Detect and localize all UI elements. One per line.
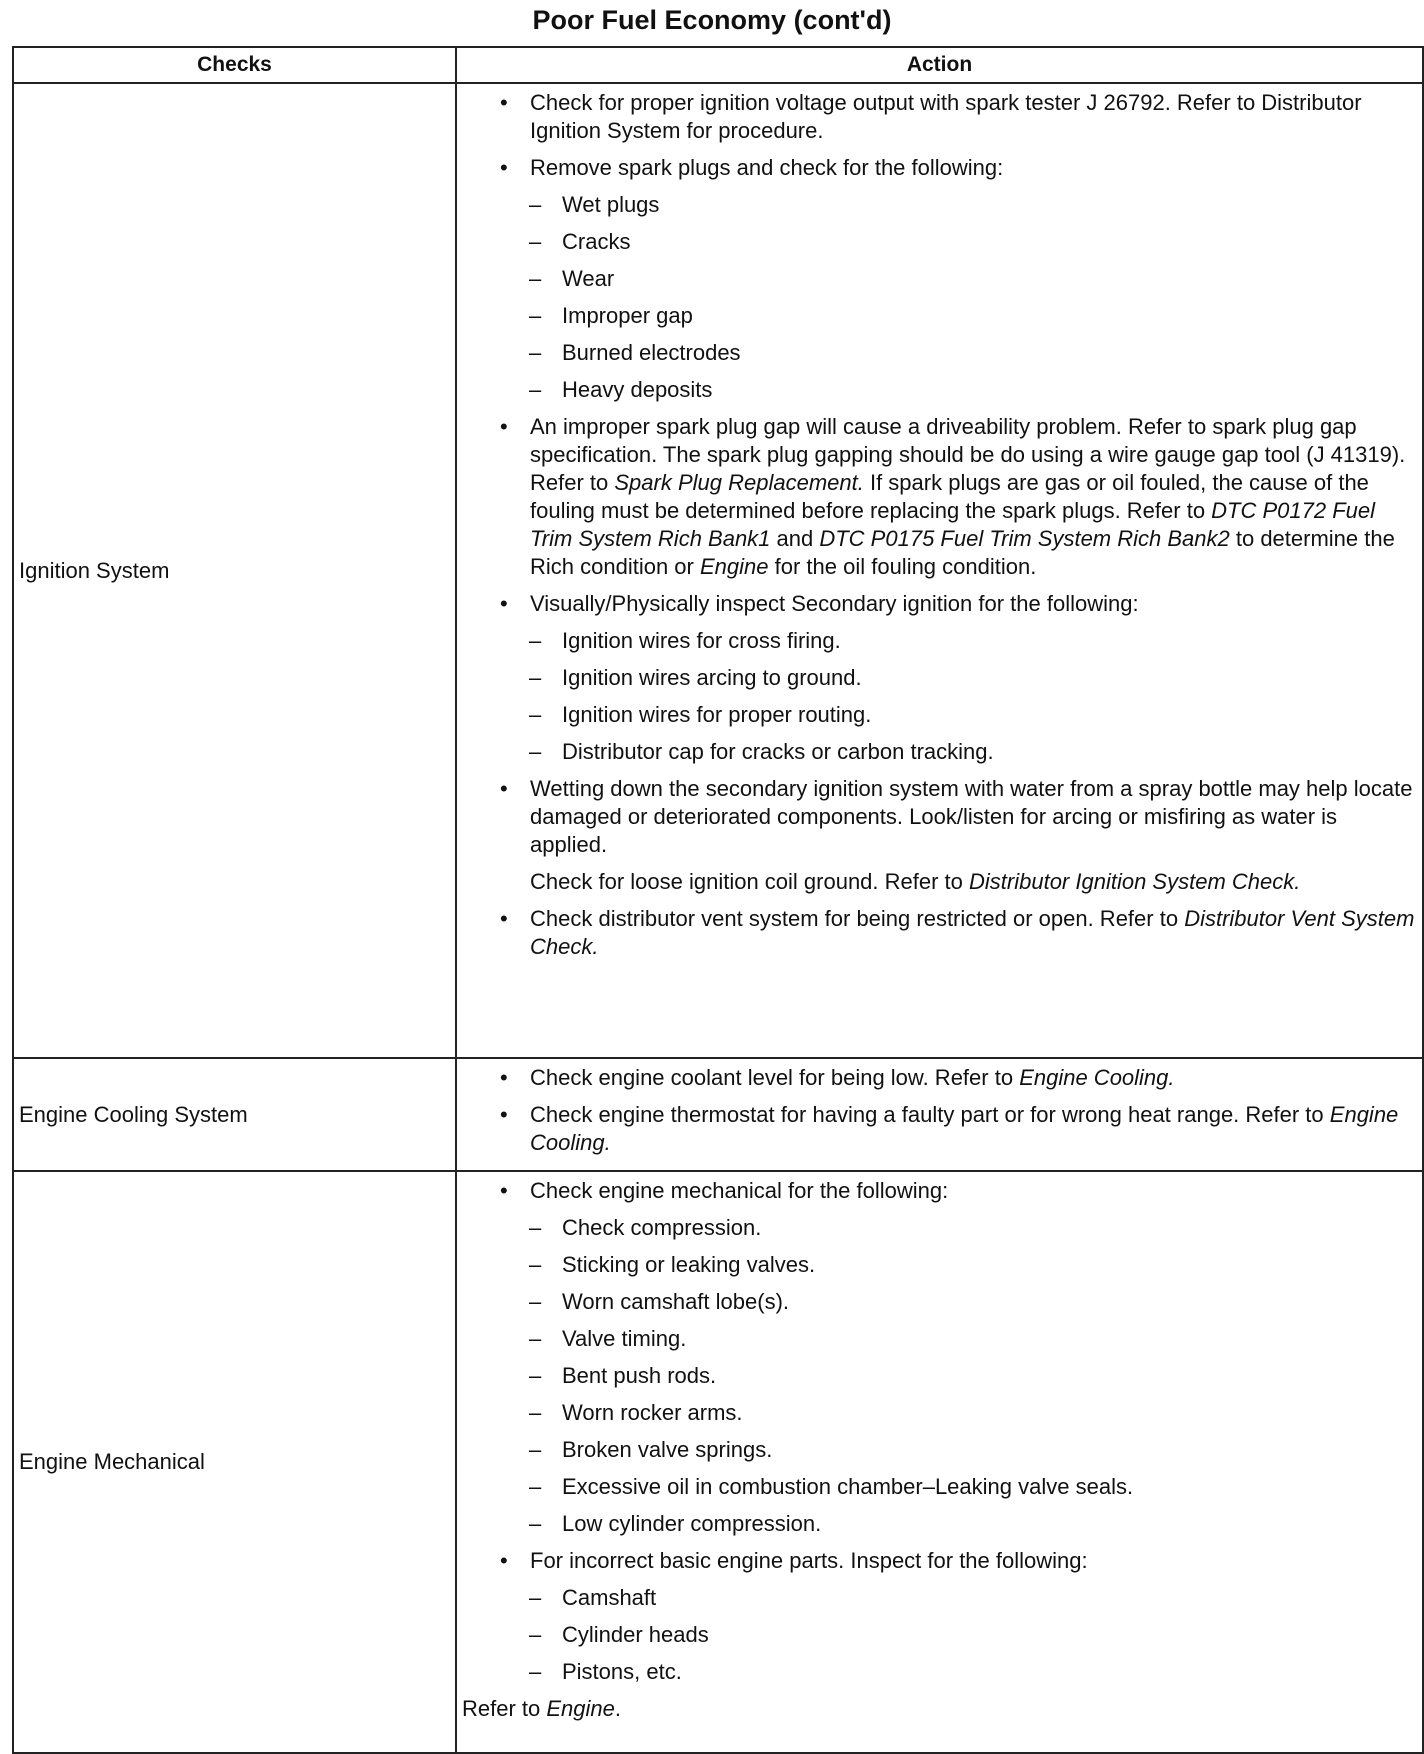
item-text: Wear	[562, 266, 615, 291]
page-title: Poor Fuel Economy (cont'd)	[532, 5, 892, 35]
refer-note	[457, 1695, 1418, 1723]
dash-item	[457, 1325, 1418, 1353]
item-text: Ignition wires arcing to ground.	[562, 665, 862, 690]
reference-link: DTC P0172 Fuel Trim System Rich Bank1	[530, 498, 1376, 551]
item-text: Pistons, etc.	[562, 1659, 682, 1684]
dash-marker: –	[529, 303, 542, 328]
item-text: Check for loose ignition coil ground. Refer to	[530, 869, 970, 894]
action-header: Action	[456, 47, 1423, 83]
dash-marker: –	[529, 1215, 542, 1240]
dash-marker: –	[529, 628, 542, 653]
dash-item	[457, 1658, 1418, 1686]
item-text: for the oil fouling condition.	[768, 554, 1037, 579]
dash-item	[457, 1473, 1418, 1501]
dash-item	[457, 1436, 1418, 1464]
dash-item	[457, 701, 1418, 729]
item-text: Check for proper ignition voltage output with spark tester J 26792. Refer to Distributor Ignition System for procedure.	[530, 90, 1362, 143]
item-text: Worn camshaft lobe(s).	[562, 1289, 790, 1314]
plain-item	[457, 868, 1418, 896]
dash-marker: –	[529, 229, 542, 254]
action-cell	[456, 1171, 1423, 1753]
item-text: Remove spark plugs and check for the following:	[530, 155, 1004, 180]
bullet-marker: •	[500, 1548, 508, 1573]
item-text: Broken valve springs.	[562, 1437, 773, 1462]
bullet-marker: •	[500, 591, 508, 616]
bullet-marker: •	[500, 155, 508, 180]
dash-marker: –	[529, 1474, 542, 1499]
bullet-item	[457, 154, 1418, 182]
dash-item	[457, 265, 1418, 293]
reference-link: Engine Cooling.	[530, 1102, 1399, 1155]
bullet-item	[457, 1547, 1418, 1575]
item-text: Wetting down the secondary ignition system with water from a spray bottle may help locate damaged or deteriorated components. Look/listen for arcing or misfiring as water is applied.	[530, 776, 1413, 857]
dash-item	[457, 664, 1418, 692]
dash-marker: –	[529, 1400, 542, 1425]
dash-item	[457, 1288, 1418, 1316]
dash-item	[457, 1399, 1418, 1427]
item-text: Visually/Physically inspect Secondary ignition for the following:	[530, 591, 1139, 616]
bullet-marker: •	[500, 90, 508, 115]
reference-link: Distributor Ignition System Check.	[969, 869, 1301, 894]
bullet-marker: •	[500, 1065, 508, 1090]
dash-item	[457, 1510, 1418, 1538]
dash-marker: –	[529, 1437, 542, 1462]
item-text: Excessive oil in combustion chamber–Leaking valve seals.	[562, 1474, 1134, 1499]
dash-marker: –	[529, 1511, 542, 1536]
item-text: to determine the Rich condition or	[530, 526, 1395, 579]
bullet-item	[457, 590, 1418, 618]
item-text: For incorrect basic engine parts. Inspect for the following:	[530, 1548, 1088, 1573]
table-row	[13, 1171, 1423, 1753]
reference-link: DTC P0175 Fuel Trim System Rich Bank2	[819, 526, 1230, 551]
checks-header: Checks	[13, 47, 456, 83]
dash-item	[457, 376, 1418, 404]
item-text: An improper spark plug gap will cause a driveability problem. Refer to spark plug gap specification. The spark plug gapping should be do using a wire gauge gap tool (J 41319). Refer to	[530, 414, 1406, 495]
dash-marker: –	[529, 1363, 542, 1388]
dash-marker: –	[529, 1585, 542, 1610]
item-text: Heavy deposits	[562, 377, 713, 402]
bullet-item	[457, 1101, 1418, 1157]
dash-item	[457, 339, 1418, 367]
item-text: Wet plugs	[562, 192, 660, 217]
bullet-item	[457, 89, 1418, 145]
reference-link: Distributor Vent System Check.	[530, 906, 1415, 959]
header-row	[13, 47, 1423, 83]
dash-marker: –	[529, 377, 542, 402]
item-text: Check engine coolant level for being low. Refer to	[530, 1065, 1020, 1090]
reference-link: Engine Cooling.	[1019, 1065, 1175, 1090]
bullet-marker: •	[500, 776, 508, 801]
dash-item	[457, 228, 1418, 256]
dash-item	[457, 191, 1418, 219]
dash-marker: –	[529, 1289, 542, 1314]
item-text: Burned electrodes	[562, 340, 741, 365]
item-text: Camshaft	[562, 1585, 657, 1610]
dash-marker: –	[529, 192, 542, 217]
bullet-item	[457, 1064, 1418, 1092]
bullet-marker: •	[500, 1102, 508, 1127]
check-cell: Engine Mechanical	[13, 1171, 456, 1753]
bullet-item	[457, 775, 1418, 859]
item-text: Worn rocker arms.	[562, 1400, 743, 1425]
dash-item	[457, 738, 1418, 766]
dash-item	[457, 1214, 1418, 1242]
item-text: Cylinder heads	[562, 1622, 709, 1647]
dash-marker: –	[529, 1659, 542, 1684]
dash-item	[457, 1584, 1418, 1612]
item-text: Distributor cap for cracks or carbon tracking.	[562, 739, 994, 764]
reference-link: Engine	[546, 1696, 615, 1721]
dash-marker: –	[529, 739, 542, 764]
action-cell	[456, 83, 1423, 1058]
item-text: Low cylinder compression.	[562, 1511, 822, 1536]
item-text: and	[770, 526, 820, 551]
check-cell: Engine Cooling System	[13, 1058, 456, 1171]
fuel-economy-table	[12, 46, 1424, 1754]
bullet-item	[457, 905, 1418, 961]
item-text: Sticking or leaking valves.	[562, 1252, 816, 1277]
item-text: Check engine thermostat for having a faulty part or for wrong heat range. Refer to	[530, 1102, 1330, 1127]
item-text: Check compression.	[562, 1215, 762, 1240]
dash-item	[457, 302, 1418, 330]
item-text: Bent push rods.	[562, 1363, 717, 1388]
dash-item	[457, 1251, 1418, 1279]
item-text: Valve timing.	[562, 1326, 687, 1351]
bullet-marker: •	[500, 1178, 508, 1203]
dash-item	[457, 1621, 1418, 1649]
item-text: Check distributor vent system for being restricted or open. Refer to	[530, 906, 1185, 931]
dash-marker: –	[529, 1326, 542, 1351]
dash-item	[457, 1362, 1418, 1390]
reference-link: Spark Plug Replacement.	[614, 470, 864, 495]
item-text: Check engine mechanical for the following:	[530, 1178, 949, 1203]
item-text: Cracks	[562, 229, 631, 254]
item-text: Refer to	[462, 1696, 547, 1721]
dash-marker: –	[529, 665, 542, 690]
dash-marker: –	[529, 702, 542, 727]
dash-item	[457, 627, 1418, 655]
table-row	[13, 1058, 1423, 1171]
item-text: Improper gap	[562, 303, 693, 328]
action-cell	[456, 1058, 1423, 1171]
dash-marker: –	[529, 266, 542, 291]
item-text: Ignition wires for proper routing.	[562, 702, 872, 727]
dash-marker: –	[529, 340, 542, 365]
item-text: .	[614, 1696, 622, 1721]
table-row	[13, 83, 1423, 1058]
item-text: If spark plugs are gas or oil fouled, the cause of the fouling must be determined before replacing the spark plugs. Refer to	[530, 470, 1369, 523]
bullet-marker: •	[500, 414, 508, 439]
bullet-item	[457, 413, 1418, 581]
bullet-item	[457, 1177, 1418, 1205]
check-cell: Ignition System	[13, 83, 456, 1058]
dash-marker: –	[529, 1622, 542, 1647]
bullet-marker: •	[500, 906, 508, 931]
item-text: Ignition wires for cross firing.	[562, 628, 841, 653]
reference-link: Engine	[699, 554, 769, 579]
dash-marker: –	[529, 1252, 542, 1277]
